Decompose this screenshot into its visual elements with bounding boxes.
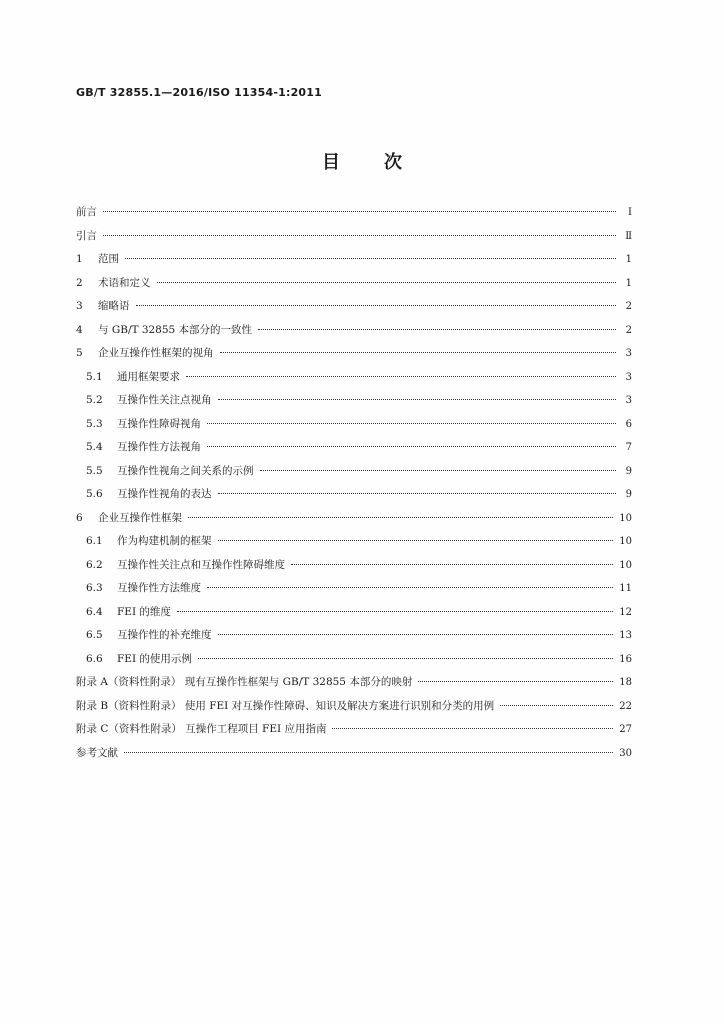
toc-dot-leader xyxy=(136,305,617,306)
toc-entry-label xyxy=(86,392,212,407)
toc-entry[interactable] xyxy=(76,557,632,581)
toc-entry-number: 5.6 xyxy=(86,488,103,500)
toc-entry-label xyxy=(86,463,254,478)
toc-entry-page-number: 10 xyxy=(619,512,632,524)
toc-entry[interactable] xyxy=(76,369,632,393)
standard-number-header: GB/T 32855.1—2016/ISO 11354-1:2011 xyxy=(76,86,322,99)
toc-dot-leader xyxy=(207,587,613,588)
toc-entry-text: 范围 xyxy=(98,253,119,265)
toc-entry-label xyxy=(86,557,285,572)
toc-entry-page-number: 2 xyxy=(625,324,632,336)
toc-entry-number: 6 xyxy=(76,511,83,524)
toc-entry-number: 5.1 xyxy=(86,370,103,383)
toc-entry-number: 6.5 xyxy=(86,629,103,641)
toc-entry-label xyxy=(76,745,118,760)
toc-entry-text: 互操作性方法维度 xyxy=(117,582,201,594)
toc-entry[interactable] xyxy=(76,275,632,299)
toc-entry[interactable] xyxy=(76,721,632,745)
toc-entry-text: 互操作性障碍视角 xyxy=(117,417,201,430)
toc-dot-leader xyxy=(186,376,616,377)
toc-entry-page-number: 3 xyxy=(625,395,632,406)
toc-entry-text: 缩略语 xyxy=(98,300,130,312)
toc-entry-page-number: 1 xyxy=(625,277,632,289)
toc-dot-leader xyxy=(103,235,616,236)
toc-entry[interactable] xyxy=(76,604,632,628)
toc-entry-page-number: 3 xyxy=(625,348,632,359)
toc-entry-label xyxy=(76,510,182,525)
toc-dot-leader xyxy=(103,211,616,212)
toc-entry-page-number: 11 xyxy=(619,583,632,594)
toc-entry-number: 6.2 xyxy=(86,558,103,571)
toc-entry[interactable] xyxy=(76,486,632,510)
toc-entry-label xyxy=(76,204,97,219)
toc-entry-page-number: 12 xyxy=(619,606,632,618)
toc-dot-leader xyxy=(207,446,616,447)
toc-entry-text: 前言 xyxy=(76,206,97,218)
table-of-contents xyxy=(76,204,632,768)
toc-entry-text: 作为构建机制的框架 xyxy=(117,535,212,547)
toc-entry-label xyxy=(76,698,494,713)
toc-entry[interactable] xyxy=(76,228,632,252)
toc-entry-page-number: Ⅱ xyxy=(625,230,632,242)
toc-entry[interactable] xyxy=(76,463,632,487)
toc-entry-number: 2 xyxy=(76,276,83,289)
toc-dot-leader xyxy=(218,540,614,541)
toc-entry-number: 5.5 xyxy=(86,464,103,477)
toc-entry-page-number: 1 xyxy=(625,254,632,265)
toc-entry-text: 互操作性视角之间关系的示例 xyxy=(117,464,254,477)
toc-entry-text: 互操作性的补充维度 xyxy=(117,629,212,641)
toc-entry-text: 参考文献 xyxy=(76,746,118,759)
toc-entry[interactable] xyxy=(76,745,632,769)
toc-entry-page-number: 18 xyxy=(619,677,632,688)
toc-dot-leader xyxy=(500,705,613,706)
toc-entry[interactable] xyxy=(76,674,632,698)
toc-entry-page-number: 22 xyxy=(619,700,632,712)
toc-dot-leader xyxy=(207,423,616,424)
toc-entry-number: 3 xyxy=(76,300,83,312)
toc-entry-page-number: 10 xyxy=(619,536,632,547)
toc-entry-text: 互操作性关注点视角 xyxy=(117,394,212,406)
toc-entry-text: 附录 B（资料性附录） 使用 FEI 对互操作性障碍、知识及解决方案进行识别和分类的用例 xyxy=(76,699,495,712)
toc-entry[interactable] xyxy=(76,416,632,440)
toc-entry-label xyxy=(76,322,252,337)
toc-entry-label xyxy=(86,627,212,642)
toc-entry[interactable] xyxy=(76,627,632,651)
toc-entry-label xyxy=(86,533,212,548)
toc-entry[interactable] xyxy=(76,510,632,534)
toc-dot-leader xyxy=(418,681,613,682)
toc-entry-text: FEI 的维度 xyxy=(117,605,171,618)
toc-dot-leader xyxy=(198,658,613,659)
toc-entry-page-number: 6 xyxy=(625,418,632,430)
toc-entry[interactable] xyxy=(76,533,632,557)
toc-dot-leader xyxy=(218,399,617,400)
toc-entry-number: 5.2 xyxy=(86,394,103,406)
toc-dot-leader xyxy=(220,352,617,353)
toc-entry-page-number: 16 xyxy=(619,653,632,665)
toc-entry-page-number: 30 xyxy=(619,747,632,759)
toc-entry[interactable] xyxy=(76,322,632,346)
toc-entry-number: 5 xyxy=(76,347,83,359)
toc-entry-text: 互操作性视角的表达 xyxy=(117,488,212,500)
toc-entry-text: 引言 xyxy=(76,229,97,242)
toc-dot-leader xyxy=(157,282,617,283)
toc-entry[interactable] xyxy=(76,251,632,275)
toc-entry-label xyxy=(76,275,151,290)
toc-entry-label xyxy=(76,228,97,243)
toc-entry-label xyxy=(86,369,180,384)
toc-entry[interactable] xyxy=(76,439,632,463)
toc-dot-leader xyxy=(177,611,613,612)
toc-entry[interactable] xyxy=(76,698,632,722)
toc-entry-text: 附录 A（资料性附录） 现有互操作性框架与 GB/T 32855 本部分的映射 xyxy=(76,676,413,688)
toc-entry-number: 5.4 xyxy=(86,441,103,453)
toc-entry[interactable] xyxy=(76,580,632,604)
toc-entry-number: 1 xyxy=(76,253,83,265)
toc-entry-text: 企业互操作性框架 xyxy=(98,511,182,524)
toc-entry-text: 通用框架要求 xyxy=(117,370,180,383)
toc-entry-label xyxy=(86,604,171,619)
toc-dot-leader xyxy=(260,470,617,471)
toc-dot-leader xyxy=(258,329,616,330)
toc-entry-label xyxy=(76,674,412,689)
toc-entry-page-number: 2 xyxy=(625,301,632,312)
toc-dot-leader xyxy=(124,752,613,753)
toc-entry-page-number: 27 xyxy=(619,724,632,735)
toc-entry-label xyxy=(86,416,201,431)
toc-dot-leader xyxy=(218,634,614,635)
toc-dot-leader xyxy=(332,728,613,729)
toc-entry-text: 互操作性关注点和互操作性障碍维度 xyxy=(117,558,285,571)
toc-entry-page-number: 13 xyxy=(619,630,632,641)
toc-entry-text: 术语和定义 xyxy=(98,276,151,289)
toc-entry[interactable] xyxy=(76,651,632,675)
toc-entry[interactable] xyxy=(76,392,632,416)
toc-entry-label xyxy=(86,486,212,501)
toc-entry-number: 6.6 xyxy=(86,652,103,665)
toc-entry-label xyxy=(76,251,119,266)
toc-entry-page-number: 3 xyxy=(625,371,632,383)
toc-entry-label xyxy=(86,651,192,666)
toc-entry-text: FEI 的使用示例 xyxy=(117,652,192,665)
toc-entry-text: 企业互操作性框架的视角 xyxy=(98,347,214,359)
toc-dot-leader xyxy=(188,517,613,518)
toc-entry-number: 5.3 xyxy=(86,417,103,430)
toc-entry-number: 6.3 xyxy=(86,582,103,594)
toc-entry-number: 6.1 xyxy=(86,535,103,547)
toc-entry[interactable] xyxy=(76,204,632,228)
toc-dot-leader xyxy=(291,564,613,565)
toc-entry-page-number: 9 xyxy=(625,489,632,500)
toc-entry-number: 4 xyxy=(76,323,83,336)
toc-entry-page-number: 10 xyxy=(619,559,632,571)
toc-entry-page-number: 9 xyxy=(625,465,632,477)
toc-title: 目次 xyxy=(322,152,446,173)
toc-entry-label xyxy=(76,721,326,736)
toc-entry-text: 与 GB/T 32855 本部分的一致性 xyxy=(98,323,253,336)
toc-entry-label xyxy=(76,298,130,313)
toc-entry[interactable] xyxy=(76,345,632,369)
toc-entry-page-number: 7 xyxy=(625,442,632,453)
toc-dot-leader xyxy=(218,493,617,494)
toc-entry-number: 6.4 xyxy=(86,605,103,618)
toc-entry-page-number: Ⅰ xyxy=(628,207,632,218)
toc-entry-text: 互操作性方法视角 xyxy=(117,441,201,453)
toc-entry[interactable] xyxy=(76,298,632,322)
toc-entry-label xyxy=(86,580,201,595)
toc-entry-label xyxy=(86,439,201,454)
toc-entry-text: 附录 C（资料性附录） 互操作工程项目 FEI 应用指南 xyxy=(76,723,327,735)
toc-dot-leader xyxy=(125,258,616,259)
toc-entry-label xyxy=(76,345,214,360)
